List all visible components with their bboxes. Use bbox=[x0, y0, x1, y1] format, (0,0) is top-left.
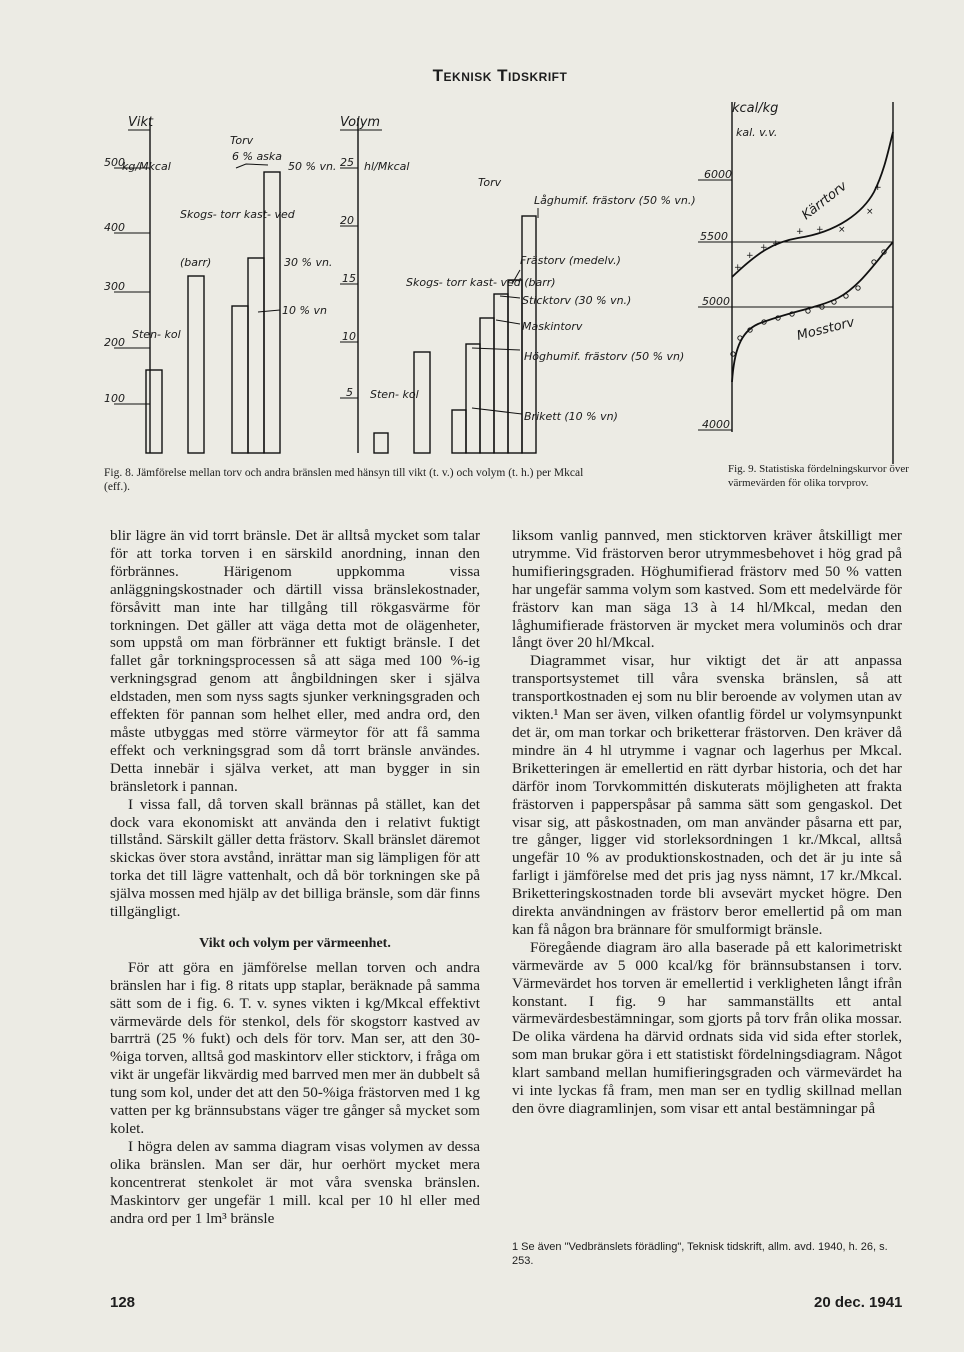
label-vikt-torv: Torv bbox=[230, 134, 254, 147]
fig9-distribution-chart bbox=[688, 92, 910, 472]
svg-text:+: + bbox=[746, 251, 754, 261]
issue-date: 20 dec. 1941 bbox=[814, 1294, 903, 1311]
fig9-tick-5000: 5000 bbox=[702, 295, 730, 308]
fig9-tick-5500: 5500 bbox=[700, 230, 728, 243]
label-vikt-barr: (barr) bbox=[180, 256, 212, 269]
left-paragraph-3: För att göra en jämförelse mellan torven och andra bränslen har i fig. 8 ritats upp staplar, beräknade på samma sätt som de i fig. 6. T. v. synes vikten i kg/Mkcal effektivt värmevärde dels för stenkol, dels för skogstorr kastved av barrträ (25 % fukt) och dels för torv. Man ser, att den 30-%iga torven, alltså god maskintorv eller sticktorv, i fråga om vikt är ungefär likvärdig med barrved men mer än dubbelt så tung som kol, under det att den 50-%iga frästorven med 1 kg vatten per kg brännsubstans väger tre gånger så mycket som kolet. bbox=[110, 958, 480, 1137]
svg-text:×: × bbox=[866, 207, 874, 217]
left-axis-ticks bbox=[104, 156, 150, 405]
bar-volym-hoghumif bbox=[466, 344, 480, 453]
left-tick-200: 200 bbox=[104, 336, 125, 349]
svg-text:+: + bbox=[734, 263, 742, 273]
right-axis-ticks bbox=[340, 156, 358, 399]
svg-text:×: × bbox=[838, 225, 846, 235]
left-axis-unit: kg/Mkcal bbox=[122, 160, 171, 173]
label-vikt-skogstorr: Skogs- torr kast- ved bbox=[180, 208, 295, 221]
label-volym-sticktorv: Sticktorv (30 % vn.) bbox=[522, 294, 632, 307]
right-tick-25: 25 bbox=[340, 156, 354, 169]
left-tick-300: 300 bbox=[104, 280, 125, 293]
label-vikt-p30: 30 % vn. bbox=[284, 256, 333, 269]
fig8-bar-chart bbox=[100, 108, 696, 460]
fig9-tick-4000: 4000 bbox=[702, 418, 730, 431]
fig8-caption: Fig. 8. Jämförelse mellan torv och andra bränslen med hänsyn till vikt (t. v.) och volym (t. h.) per Mkcal (eff.). bbox=[104, 467, 584, 493]
right-paragraph-1: liksom vanlig pannved, men sticktorven kräver åtskilligt mer utrymme. Vid frästorven beror utrymmesbehovet i hög grad på humifieringsgraden. Höghumifierad frästorv med 50 % vatten har ungefär samma volym som kastved. Som ett medelvärde för frästorv kan man säga 13 à 14 hl/Mkcal, medan den låghumifierade frästorven är mycket mera voluminös och drar långt över 20 hl/Mkcal. bbox=[512, 527, 902, 652]
right-tick-5: 5 bbox=[346, 386, 353, 399]
label-karrtorv: Kärrtorv bbox=[799, 178, 851, 224]
bar-volym-frastorv-med bbox=[508, 280, 522, 453]
bar-volym-brikett bbox=[452, 410, 466, 453]
left-tick-400: 400 bbox=[104, 221, 125, 234]
fig9-tick-6000: 6000 bbox=[704, 168, 732, 181]
label-volym-frastorv-med: Frästorv (medelv.) bbox=[520, 254, 621, 267]
right-tick-10: 10 bbox=[342, 330, 356, 343]
left-paragraph-2: I vissa fall, då torven skall brännas på stället, kan det dock vara ekonomiskt att använda den i relativt fuktigt tillstånd. Särskilt gäller detta frästorv. Skall bränslet däremot skickas över stora avstånd, inrättar man sig lämpligen för att torka det till lägre vattenhalt, och då bör torkningen ske på själva mossen med hjälp av det billiga bränsle, som där finns tillgängligt. bbox=[110, 795, 480, 921]
karrtorv-points bbox=[734, 183, 882, 273]
svg-text:+: + bbox=[760, 243, 768, 253]
label-vikt-aska: 6 % aska bbox=[232, 150, 283, 163]
bar-volym-maskintorv bbox=[480, 318, 494, 453]
left-text-column bbox=[110, 527, 480, 1227]
right-axis-unit: hl/Mkcal bbox=[364, 160, 410, 173]
svg-text:+: + bbox=[772, 239, 780, 249]
bar-volym-sticktorv bbox=[494, 294, 508, 453]
right-tick-15: 15 bbox=[342, 272, 356, 285]
label-volym-torv: Torv bbox=[478, 176, 502, 189]
label-volym-skogstorr: Skogs- torr kast- ved (barr) bbox=[406, 276, 556, 289]
label-vikt-p10: 10 % vn bbox=[282, 304, 327, 317]
section-heading: Vikt och volym per värmeenhet. bbox=[199, 935, 391, 951]
fig9-axis-sub: kal. v.v. bbox=[736, 126, 778, 139]
right-tick-20: 20 bbox=[340, 214, 354, 227]
label-volym-laghumif: Låghumif. frästorv (50 % vn.) bbox=[534, 194, 696, 207]
svg-text:+: + bbox=[816, 225, 824, 235]
bar-vikt-skogstorr bbox=[188, 276, 204, 453]
label-volym-brikett: Brikett (10 % vn) bbox=[524, 410, 618, 423]
journal-masthead: Teknisk Tidskrift bbox=[432, 66, 568, 85]
bar-vikt-torv-10 bbox=[232, 306, 248, 453]
page-number: 128 bbox=[110, 1294, 136, 1311]
right-text-column bbox=[512, 527, 902, 1118]
right-axis-title: Volym bbox=[340, 115, 381, 130]
label-volym-stenkol: Sten- kol bbox=[370, 388, 419, 401]
bar-vikt-torv-30 bbox=[248, 258, 264, 453]
fig9-axis-unit: kcal/kg bbox=[732, 101, 779, 116]
left-tick-100: 100 bbox=[104, 392, 125, 405]
right-paragraph-2: Diagrammet visar, hur viktigt det är att anpassa transportsystemet till våra svenska bränslen, så att transportkostnaden ej som nu blir beroende av volymen utan av vikten.¹ Man ser även, vilken ofantlig fördel ur volymsynpunkt det är, om man torkar och briketterar frästorven. Den kräver då mindre än 4 hl utrymme i vagnar och lagerhus per Mkcal. Briketteringen är emellertid en rätt dyrbar historia, och det har därför inom Torvkommittén diskuterats möjligheten att frakta frästorven i papperspåsar på samma sätt som gengaskol. Det visar sig, att påskostnaden, om man använder påsarna ett par, tre gånger, ligger vid storleksordningen 1 kr./Mkcal, alltså ungefär 10 % av produktionskostnaden, och det är ju inte så farligt i jämförelse med det pris jag nyss nämnt, 17 kr./Mkcal. Briketteringskostnaden torde bli avsevärt mycket högre. Den direkta användningen av frästorv beror emellertid på om man kan få någon bra brännare för smulformigt bränsle. bbox=[512, 652, 902, 938]
left-tick-500: 500 bbox=[104, 156, 125, 169]
left-axis-title: Vikt bbox=[128, 115, 154, 130]
right-paragraph-3: Föregående diagram äro alla baserade på ett kalorimetriskt värmevärde av 5 000 kcal/kg för brännsubstansen i torv. Värmevärdet hos torven är emellertid i verkligheten långt ifrån konstant. I fig. 9 har sammanställts ett antal värmevärdesbestämningar, som gjorts på torv från olika mossar. De olika värdena ha därvid ordnats sida vid sida efter storlek, som man brukar göra i ett statistiskt fördelningsdiagram. Något klart samband mellan humifieringsgraden och värmevärdet ha vi inte lyckas få fram, men man ser en tydlig skillnad mellan den övre diagramlinjen, som visar ett antal bestämningar på bbox=[512, 938, 902, 1117]
curve-mosstorv bbox=[732, 242, 893, 382]
left-paragraph-1: blir lägre än vid torrt bränsle. Det är alltså mycket som talar för att torka torven i en särskild anordning, innan den förbrännes. Härigenom uppkomma vissa anläggningskostnader och därtill vissa bränslekostnader, försåvitt man inte har tillgång till rökgasvärme för torkningen. Det gäller att väga detta mot de olägenheter, som uppstå om man förbränner ett fuktigt bränsle. I det fallet går torkningsprocessen så att säga med 100 %-ig verkningsgrad genom att ångbildningen sker i själva eldstaden, men som nyss sagts sjunker verkningsgraden och effekten för pannan som helhet eller, med andra ord, den måste utbyggas med större värmeytor för att få samma effekt och verkningsgrad som då torrt bränsle användes. Detta innebär i själva verket, att man bygger in sin bränsletork i pannan. bbox=[110, 527, 480, 795]
svg-text:+: + bbox=[796, 227, 804, 237]
left-paragraph-4: I högra delen av samma diagram visas volymen av dessa olika bränslen. Man ser där, hur oerhört mycket mera koncentrerat stenkolet är mot våra svenska bränslen. Maskintorv ger ungefär 1 mill. kcal per 10 hl eller med andra ord per 1 lm³ bränsle bbox=[110, 1137, 480, 1227]
fig9-caption: Fig. 9. Statistiska fördelningskurvor över värmevärden för olika torvprov. bbox=[728, 463, 909, 489]
label-vikt-p50: 50 % vn. bbox=[288, 160, 337, 173]
bar-vikt-stenkol bbox=[146, 370, 162, 453]
label-mosstorv: Mosstorv bbox=[795, 315, 857, 344]
svg-text:+: + bbox=[874, 183, 882, 193]
bar-volym-skogstorr bbox=[414, 352, 430, 453]
label-volym-maskintorv: Maskintorv bbox=[522, 320, 583, 333]
label-volym-hoghumif: Höghumif. frästorv (50 % vn) bbox=[524, 350, 685, 363]
footnote: 1 Se även "Vedbränslets förädling", Teknisk tidskrift, allm. avd. 1940, h. 26, s. 253. bbox=[512, 1241, 888, 1267]
label-vikt-stenkol: Sten- kol bbox=[132, 328, 181, 341]
bar-volym-stenkol bbox=[374, 433, 388, 453]
